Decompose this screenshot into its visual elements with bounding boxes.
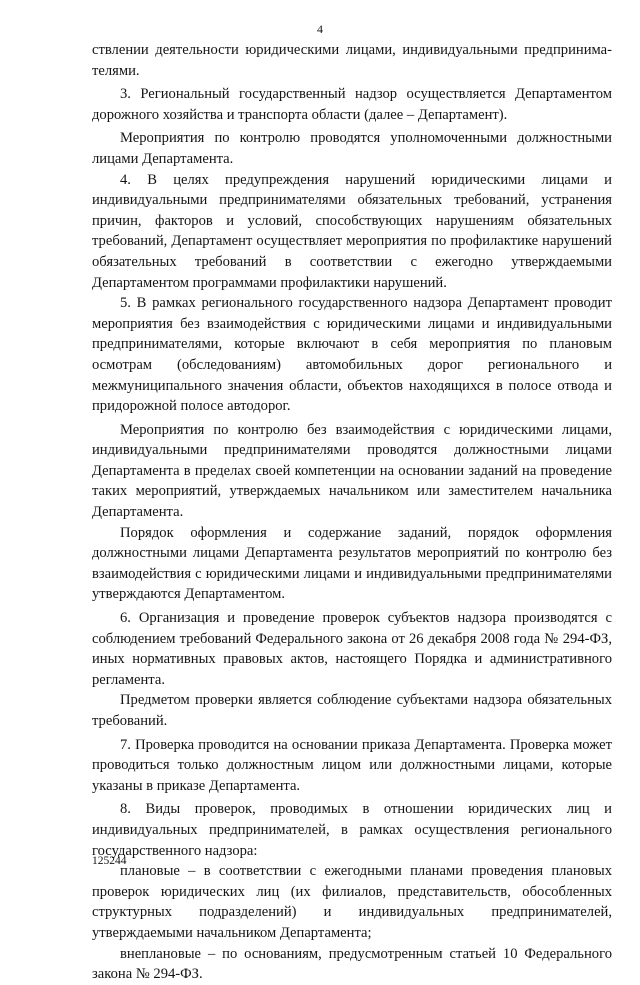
paragraph-5: 5. В рамках регионального государственного надзора Департамент проводит мероприятия без взаимодействия с юридическими лицами и индивидуальными предпринимателями, которые включают в себя мероприятия по плановым осмотрам (обследованиям) автомобильных дорог регионального и межмуниципального значения области, объектов находящихся в полосе отвода и придорожной полосе автодорог. [92, 295, 612, 415]
page-number: 4 [317, 22, 323, 36]
paragraph-continuation: ствлении деятельности юридическими лицами, индивидуальными предпринима-телями. [92, 42, 612, 79]
paragraph-8: 8. Виды проверок, проводимых в отношении юридических лиц и индивидуальных предпринимателей, в рамках осуществления регионального государственного надзора: [92, 801, 612, 859]
document-body [92, 40, 612, 985]
document-code: 125244 [92, 855, 127, 867]
paragraph-5-measures: Мероприятия по контролю без взаимодействия с юридическими лицами, индивидуальными предпринимателями проводятся должностными лицами Департамента в пределах своей компетенции на основании заданий на проведение таких мероприятий, утверждаемых начальником или заместителем начальника Департамента. [92, 421, 612, 521]
paragraph-4: 4. В целях предупреждения нарушений юридическими лицами и индивидуальными предпринимателями обязательных требований, устранения причин, факторов и условий, способствующих нарушениям обязательных требований, Департамент осуществляет мероприятия по профилактике нарушений обязательных требований в соответствии с ежегодно утверждаемыми Департаментом программами профилактики нарушений. [92, 171, 612, 291]
paragraph-8-planned: плановые – в соответствии с ежегодными планами проведения плановых проверок юридических лиц (их филиалов, представительств, обособленных структурных подразделений) и индивидуальных предпринимателей, утверждаемыми начальником Департамента; [92, 863, 612, 941]
paragraph-5-procedure: Порядок оформления и содержание заданий, порядок оформления должностными лицами Департамента результатов мероприятий по контролю без взаимодействия с юридическими лицами и индивидуальными предпринимателями утверждаются Департаментом. [92, 524, 612, 603]
paragraph-8-unplanned: внеплановые – по основаниям, предусмотренным статьей 10 Федерального закона № 294-ФЗ. [92, 945, 612, 983]
paragraph-3-measures: Мероприятия по контролю проводятся уполномоченными должностными лицами Департамента. [92, 130, 612, 167]
paragraph-6-subject: Предметом проверки является соблюдение субъектами надзора обязательных требований. [92, 692, 612, 729]
paragraph-3: 3. Региональный государственный надзор осуществляется Департаментом дорожного хозяйства и транспорта области (далее – Департамент). [92, 86, 612, 123]
paragraph-6: 6. Организация и проведение проверок субъектов надзора производятся с соблюдением требований Федерального закона от 26 декабря 2008 года № 294-ФЗ, иных нормативных правовых актов, настоящего Порядка и административного регламента. [92, 610, 612, 688]
paragraph-7: 7. Проверка проводится на основании приказа Департамента. Проверка может проводиться только должностным лицом или должностными лицами, которые указаны в приказе Департамента. [92, 736, 612, 794]
